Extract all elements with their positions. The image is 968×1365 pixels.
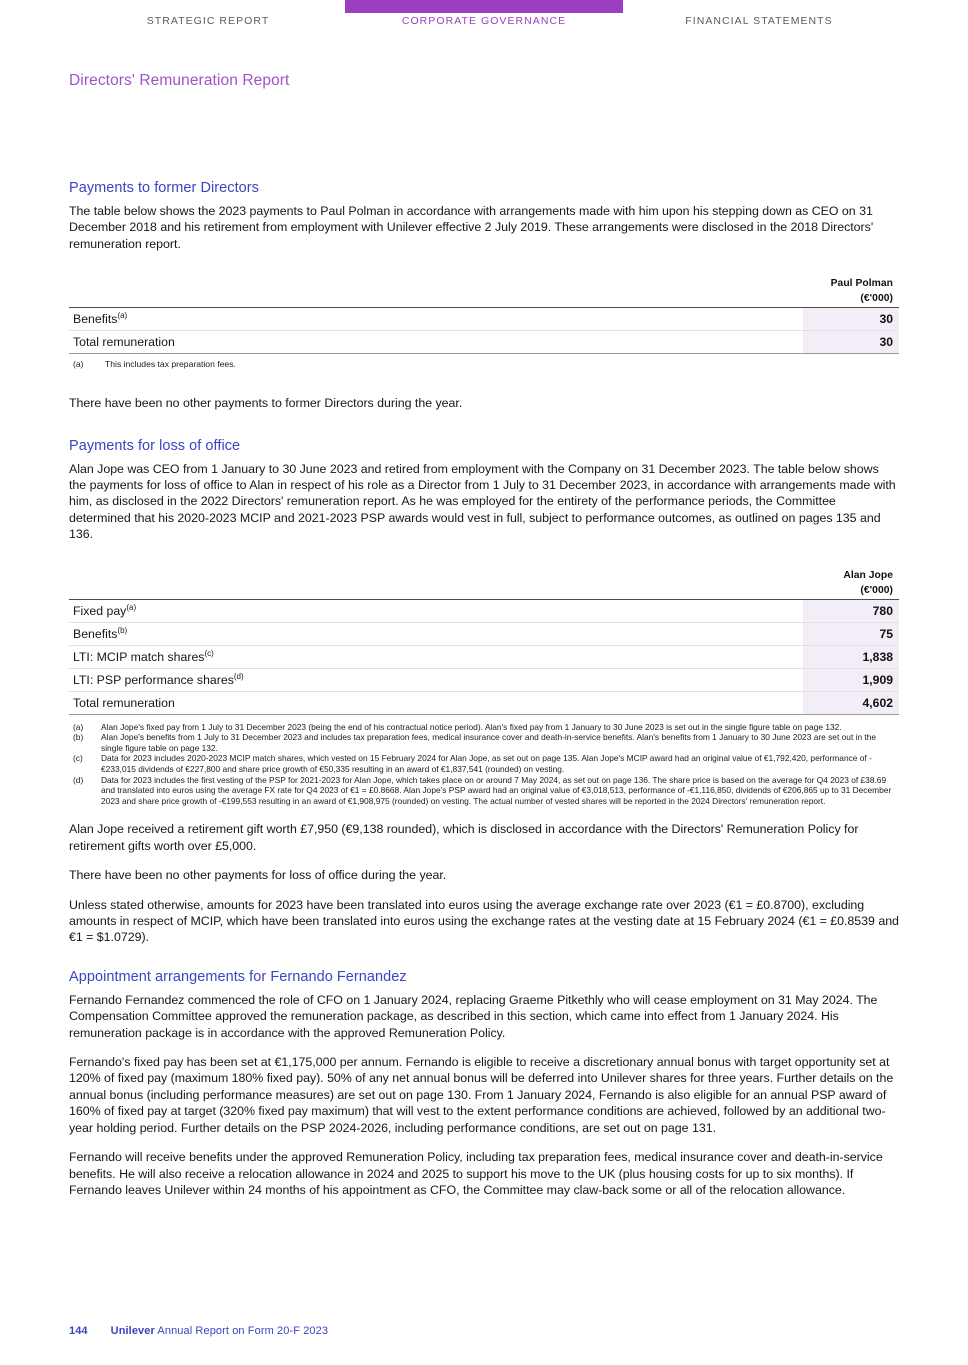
column-header-unit: (€'000) — [803, 585, 899, 600]
footnote-a-former-directors — [69, 359, 899, 370]
row-label: Benefits — [73, 626, 118, 641]
heading-payments-to-former-directors: Payments to former Directors — [69, 180, 259, 196]
table-header-row-unit — [69, 585, 899, 600]
heading-appointment-arrangements-fernandez: Appointment arrangements for Fernando Fernandez — [69, 968, 407, 985]
footnote-marker: (c) — [73, 753, 83, 764]
row-value: 1,838 — [803, 645, 899, 668]
footnote-text: This includes tax preparation fees. — [105, 359, 236, 370]
row-label-footnote-marker: (a) — [126, 602, 137, 612]
column-header-alan-jope: Alan Jope — [843, 569, 893, 581]
table-header-row-name — [69, 570, 899, 585]
table-paul-polman — [69, 278, 899, 354]
nav-tab-corporate-governance[interactable]: CORPORATE GOVERNANCE — [401, 15, 567, 27]
footnote-d — [69, 775, 899, 807]
active-section-indicator — [345, 0, 623, 13]
footer-page-number: 144 — [69, 1325, 88, 1337]
footer-brand: Unilever — [110, 1325, 155, 1337]
paragraph-fernandez-appointment: Fernando Fernandez commenced the role of CFO on 1 January 2024, replacing Graeme Pitkethly who will cease employment on 31 May 2024. The Compensation Committee approved the remuneration package, as described in this section, which came into effect from 1 January 2024. His remuneration package is in accordance with the approved Remuneration Policy. — [69, 992, 878, 1040]
footnote-marker: (a) — [73, 359, 84, 370]
row-label: Total remuneration — [73, 335, 175, 350]
row-label: LTI: PSP performance shares — [73, 672, 234, 687]
paragraph-fernandez-benefits: Fernando will receive benefits under the approved Remuneration Policy, including tax preparation fees, medical insurance cover and death-in-service benefits. He will also receive a relocation allowance in 2024 and 2025 to support his move to the UK (plus housing costs for up to six months). If Fernando leaves Unilever within 24 months of his appointment as CFO, the Committee may claw-back some or all of the relocation allowance. — [69, 1150, 883, 1197]
table-row — [69, 331, 899, 354]
page-title: Directors' Remuneration Report — [69, 72, 290, 89]
footnote-marker: (b) — [73, 732, 84, 743]
footnote-marker: (a) — [73, 721, 84, 732]
table-row — [69, 599, 899, 622]
table-row — [69, 645, 899, 668]
table-row — [69, 691, 899, 714]
row-label: LTI: MCIP match shares — [73, 649, 205, 664]
document-content — [69, 180, 899, 1198]
row-label-footnote-marker: (a) — [117, 311, 128, 321]
paragraph-loss-of-office-intro: Alan Jope was CEO from 1 January to 30 June 2023 and retired from employment with the Company on 31 December 2023. The table below shows the payments for loss of office to Alan in respect of his role as a Director from 1 July to 31 December 2023, in accordance with arrangements made with him, as disclosed in the 2022 Directors' remuneration report. As he was employed for the entirety of the performance periods, the Committee determined that his 2020-2023 MCIP and 2021-2023 PSP awards would vest in full, subject to performance outcomes, as outlined on pages 135 and 136. — [69, 461, 896, 542]
row-value: 1,909 — [803, 668, 899, 691]
footnote-text: Alan Jope's fixed pay from 1 July to 31 December 2023 (being the end of his contractual notice period). Alan's fixed pay from 1 January to 30 June 2023 is set out in the single figure table on page 132. — [101, 721, 842, 732]
footnote-marker: (d) — [73, 774, 84, 785]
table-header-row-unit — [69, 293, 899, 308]
row-label-footnote-marker: (b) — [117, 625, 128, 635]
page-footer — [69, 1325, 328, 1337]
row-label: Benefits — [73, 312, 118, 327]
column-header-paul-polman: Paul Polman — [830, 278, 893, 290]
paragraph-retirement-gift: Alan Jope received a retirement gift worth £7,950 (€9,138 rounded), which is disclosed in accordance with the Directors' Remuneration Policy for retirement gifts worth over £5,000. — [69, 822, 859, 853]
table-row — [69, 622, 899, 645]
paragraph-no-other-payments-former-directors: There have been no other payments to former Directors during the year. — [69, 396, 463, 411]
row-label-footnote-marker: (d) — [233, 671, 244, 681]
footnote-text: Data for 2023 includes 2020-2023 MCIP match shares, which vested on 15 February 2024 for Alan Jope, as set out on page 135. Alan Jope's MCIP award had an original value of €1,792,420, performance of -€233,015 dividends of €227,800 and share price growth of €50,335 resulting in an award of €1,837,541 (rounded) on vesting. — [101, 753, 872, 775]
footnote-text: Alan Jope's benefits from 1 July to 31 December 2023 and includes tax preparation fees, medical insurance cover and death-in-service benefits. Alan's benefits from 1 January to 30 June 2023 are set out in the single figure table on page 132. — [101, 732, 877, 753]
table-row — [69, 308, 899, 331]
table-alan-jope — [69, 570, 899, 715]
paragraph-no-other-loss-of-office: There have been no other payments for loss of office during the year. — [69, 868, 447, 883]
row-label: Total remuneration — [73, 695, 175, 710]
footnote-c — [69, 753, 899, 774]
row-value: 75 — [803, 622, 899, 645]
paragraph-former-directors-intro: The table below shows the 2023 payments to Paul Polman in accordance with arrangements made with him upon his stepping down as CEO on 31 December 2018 and his retirement from employment with Unilever effective 2 July 2019. These arrangements were disclosed in the 2018 Directors' remuneration report. — [69, 204, 874, 251]
nav-tab-financial-statements[interactable]: FINANCIAL STATEMENTS — [685, 15, 833, 27]
footnote-a — [69, 722, 899, 733]
row-value: 30 — [803, 308, 899, 331]
column-header-unit: (€'000) — [803, 293, 899, 308]
paragraph-fernandez-fixed-pay: Fernando's fixed pay has been set at €1,175,000 per annum. Fernando is eligible to receive a discretionary annual bonus with target opportunity set at 120% of fixed pay (maximum 180% fixed pay). 50% of any net annual bonus will be deferred into Unilever shares for three years. Further details on the annual bonus (including performance measures) are set out on page 130. From 1 January 2024, Fernando is also eligible for an annual PSP award of 160% of fixed pay at target (320% fixed pay maximum) that will vest to the extent performance conditions are achieved, followed by an additional two-year holding period. Further details on the PSP 2024-2026, including performance conditions, are set out on page 131. — [69, 1055, 894, 1135]
nav-tab-strategic-report[interactable]: STRATEGIC REPORT — [146, 15, 270, 27]
table-header-row-name — [69, 278, 899, 293]
footnote-b — [69, 732, 899, 753]
footnote-text: Data for 2023 includes the first vesting of the PSP for 2021-2023 for Alan Jope, which takes place on or around 7 May 2024, as set out on page 136. The share price is based on the average for Q4 2023 of £38.69 and translated into euros using the average FX rate for Q4 2023 of €1 = £0.8668. Alan Jope's PSP award had an original value of €3,018,513, performance of -€1,116,850, dividends of €206,865 up to 31 December 2023 and share price growth of -€199,553 resulting in an award of €1,908,975 (rounded) on vesting. The actual number of vested shares will be reported in the 2024 Directors' remuneration report. — [101, 774, 892, 806]
table-row — [69, 668, 899, 691]
row-value: 780 — [803, 599, 899, 622]
row-value: 4,602 — [803, 691, 899, 714]
row-label-footnote-marker: (c) — [204, 648, 214, 658]
paragraph-exchange-rates: Unless stated otherwise, amounts for 2023 have been translated into euros using the average exchange rate over 2023 (€1 = £0.8700), excluding amounts in respect of MCIP, which have been translated into euros using the exchange rates at the vesting date at 15 February 2024 (€1 = £0.8539 and €1 = $1.0729). — [69, 897, 899, 945]
footer-report-title: Annual Report on Form 20-F 2023 — [154, 1325, 329, 1337]
section-nav — [0, 0, 968, 40]
footnote-list-loss-of-office — [69, 722, 899, 807]
row-value: 30 — [803, 331, 899, 354]
heading-payments-for-loss-of-office: Payments for loss of office — [69, 437, 241, 454]
row-label: Fixed pay — [73, 603, 127, 618]
